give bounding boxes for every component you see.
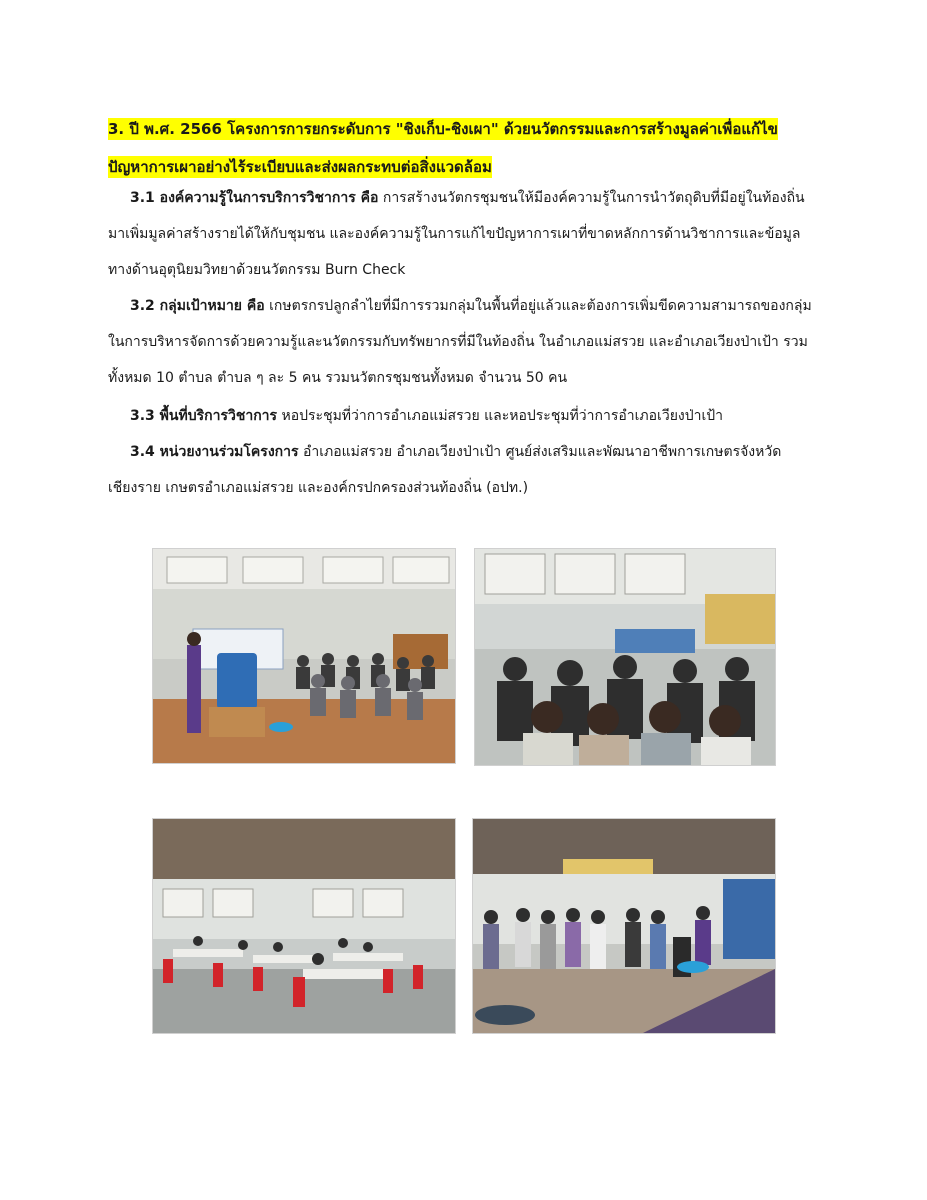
section-heading	[108, 110, 808, 186]
paragraph-text: เกษตรกรปลูกลำไยที่มีการรวมกลุ่มในพื้นที่อยู่แล้วและต้องการเพิ่มขีดความสามารถของกลุ่มในการบริหารจัดการด้วยความรู้และนวัตกรรมกับทรัพยากรที่มีในท้องถิ่น ในอำเภอแม่สรวย และอำเภอเวียงป่าเป้า รวมทั้งหมด 10 ตำบล ตำบล ๆ ละ 5 คน รวมนวัตกรชุมชนทั้งหมด จำนวน 50 คน	[108, 298, 812, 386]
photo-workshop-hall-2	[474, 548, 776, 766]
paragraph-3-4	[108, 434, 820, 506]
paragraph-lead: 3.4 หน่วยงานร่วมโครงการ	[130, 444, 299, 460]
paragraph-text: อำเภอแม่สรวย อำเภอเวียงป่าเป้า ศูนย์ส่งเสริมและพัฒนาอาชีพการเกษตรจังหวัดเชียงราย เกษตรอำเภอแม่สรวย และองค์กรปกครองส่วนท้องถิ่น (อปท.)	[108, 444, 782, 496]
paragraph-lead: 3.2 กลุ่มเป้าหมาย คือ	[130, 298, 265, 314]
paragraph-lead: 3.3 พื้นที่บริการวิชาการ	[130, 408, 278, 424]
photo-workshop-tables	[152, 818, 456, 1034]
photo-demonstration	[472, 818, 776, 1034]
heading-line-1: 3. ปี พ.ศ. 2566 โครงการการยกระดับการ "ชิงเก็บ-ชิงเผา" ด้วยนวัตกรรมและการสร้างมูลค่าเพื่อแก้ไข	[108, 120, 778, 138]
photo-workshop-hall-1	[152, 548, 456, 764]
heading-line-2: ปัญหาการเผาอย่างไร้ระเบียบและส่งผลกระทบต่อสิ่งแวดล้อม	[108, 158, 492, 176]
paragraph-3-3	[108, 398, 820, 434]
paragraph-lead: 3.1 องค์ความรู้ในการบริการวิชาการ คือ	[130, 190, 379, 206]
paragraph-text: หอประชุมที่ว่าการอำเภอแม่สรวย และหอประชุมที่ว่าการอำเภอเวียงป่าเป้า	[277, 408, 724, 424]
paragraph-text: การสร้างนวัตกรชุมชนให้มีองค์ความรู้ในการนำวัตถุดิบที่มีอยู่ในท้องถิ่นมาเพิ่มมูลค่าสร้างรายได้ให้กับชุมชน และองค์ความรู้ในการแก้ไขปัญหาการเผาที่ขาดหลักการด้านวิชาการและข้อมูลทางด้านอุตุนิยมวิทยาด้วยนวัตกรรม Burn Check	[108, 190, 805, 278]
paragraph-3-2	[108, 288, 820, 396]
paragraph-3-1	[108, 180, 820, 288]
